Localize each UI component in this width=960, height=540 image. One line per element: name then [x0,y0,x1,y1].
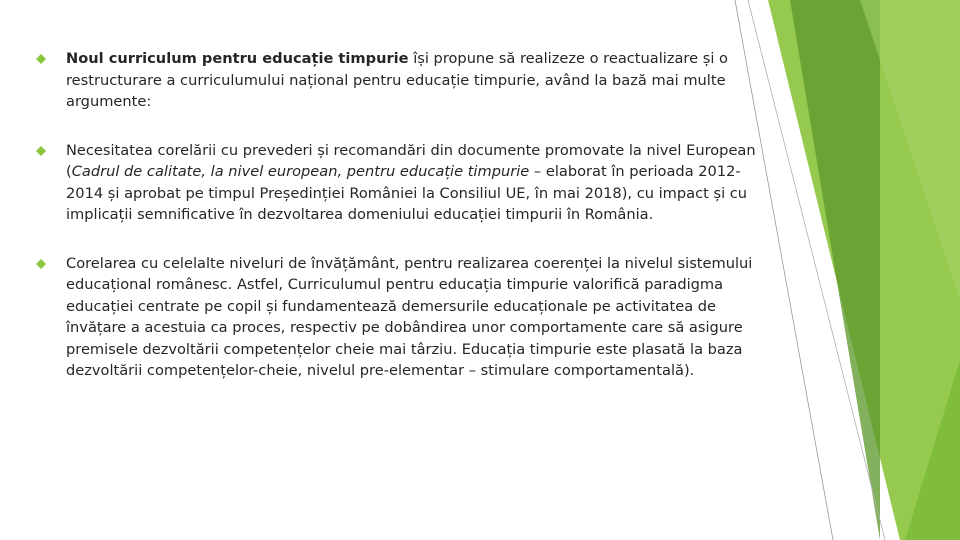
item-text: – elaborat în perioada 2012-2014 și aprobat pe timpul Președinției României la Consiliul UE, în mai 2018), cu impact și cu implicații semnificative în dezvoltarea domeniului educației timpurii în România. [66,163,748,223]
list-item [32,48,772,113]
diamond-bullet-icon [36,146,46,156]
list-item [32,140,772,226]
diamond-bullet-icon [36,54,46,64]
item-text: Corelarea cu celelalte niveluri de învățământ, pentru realizarea coerenței la nivelul sistemului educațional românesc. Astfel, Curriculumul pentru educația timpurie valorifică paradigma educației centrate pe copil și fundamentează demersurile educaționale pe activitatea de învățare a acestuia ca proces, respectiv pe dobândirea unor comportamente care să asigure premisele dezvoltării competențelor cheie mai târziu. Educația timpurie este plasată la baza dezvoltării competențelor-cheie, nivelul pre-elementar – stimulare comportamentală). [66,254,753,379]
deco-green-shape-dark [790,0,880,540]
item-lead-bold: Noul curriculum pentru educație timpurie [66,50,409,67]
item-text: Necesitatea corelării cu prevederi și recomandări din documente promovate la nivel European ( [66,141,756,180]
item-italic-title: Cadrul de calitate, la nivel european, pentru educație timpurie [71,163,530,180]
item-text: își propune să realizeze o reactualizare și o restructurare a curriculumului național pentru educație timpurie, având la bază mai multe argumente: [66,50,728,110]
list-item [32,253,772,382]
diamond-bullet-icon [36,259,46,269]
bullet-list [32,48,772,382]
